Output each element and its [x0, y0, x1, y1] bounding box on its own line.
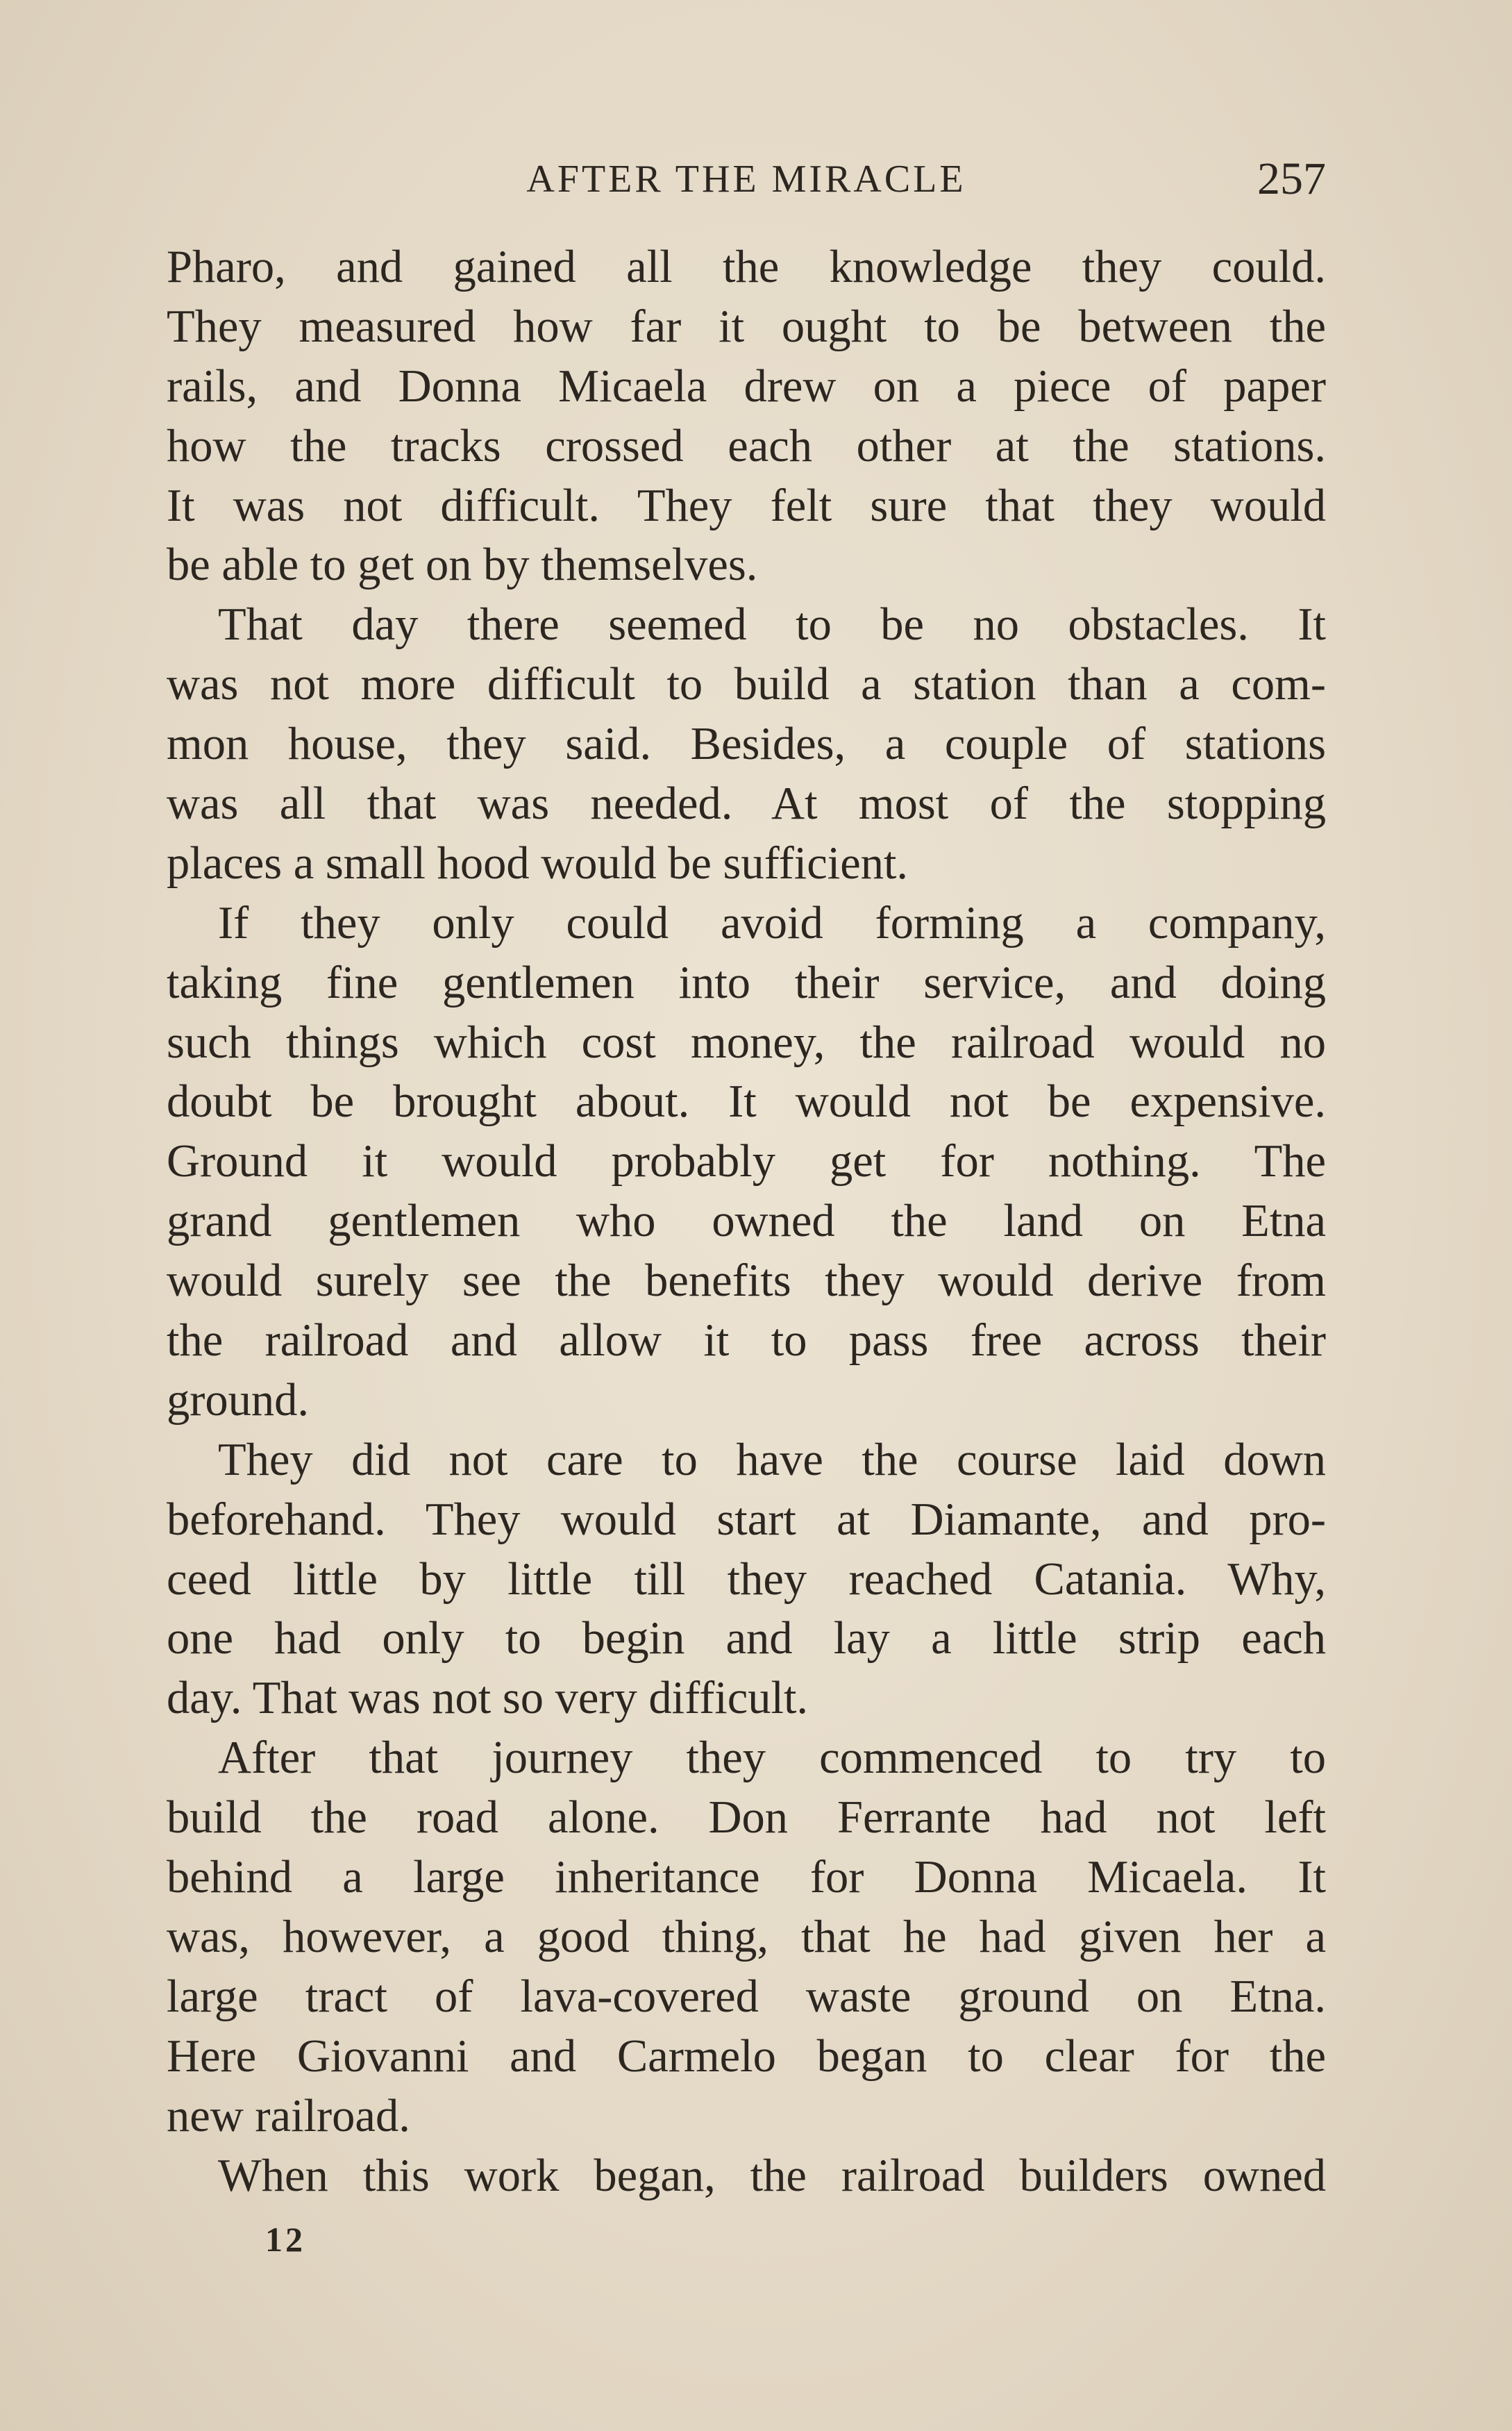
text-line: be able to get on by themselves. [167, 540, 758, 591]
text-line: It was not difficult. They felt sure that they would [167, 480, 1326, 531]
running-head [167, 151, 1326, 207]
text-line: They measured how far it ought to be between the [167, 301, 1326, 352]
text-line: was, however, a good thing, that he had given her a [167, 1911, 1326, 1962]
text-line: the railroad and allow it to pass free across their [167, 1315, 1326, 1367]
text-line: large tract of lava-covered waste ground on Etna. [167, 1971, 1326, 2022]
text-line: was not more difficult to build a station than a com- [167, 659, 1326, 710]
text-line: Ground it would probably get for nothing. The [167, 1136, 1326, 1187]
text-line: That day there seemed to be no obstacles. It [218, 599, 1326, 651]
text-line: If they only could avoid forming a company, [218, 897, 1326, 949]
running-title: AFTER THE MIRACLE [526, 158, 966, 201]
text-line: places a small hood would be sufficient. [167, 837, 909, 889]
text-line: was all that was needed. At most of the stopping [167, 778, 1326, 830]
text-line: ceed little by little till they reached Catania. Why, [167, 1553, 1326, 1605]
text-line: rails, and Donna Micaela drew on a piece of paper [167, 360, 1326, 412]
body-text [167, 237, 1326, 2205]
text-line: such things which cost money, the railroad would no [167, 1017, 1326, 1068]
text-line: build the road alone. Don Ferrante had not left [167, 1792, 1326, 1844]
text-line: behind a large inheritance for Donna Micaela. It [167, 1852, 1326, 1903]
text-line: day. That was not so very difficult. [167, 1673, 809, 1724]
text-line: grand gentlemen who owned the land on Etna [167, 1196, 1326, 1247]
text-line: Pharo, and gained all the knowledge they could. [167, 242, 1326, 292]
text-line: mon house, they said. Besides, a couple of stations [167, 719, 1326, 770]
text-line: ground. [167, 1374, 310, 1426]
text-line: They did not care to have the course laid down [218, 1434, 1326, 1485]
text-line: When this work began, the railroad builders owned [218, 2150, 1326, 2201]
text-line: Here Giovanni and Carmelo began to clear for the [167, 2030, 1326, 2082]
text-line: new railroad. [167, 2090, 410, 2141]
text-line: taking fine gentlemen into their service, and doing [167, 957, 1326, 1008]
text-line: After that journey they commenced to try to [218, 1732, 1326, 1784]
signature-mark: 12 [265, 2220, 305, 2259]
page-number: 257 [1257, 153, 1326, 204]
text-line: beforehand. They would start at Diamante, and pro- [167, 1494, 1326, 1545]
text-line: doubt be brought about. It would not be expensive. [167, 1076, 1326, 1128]
text-line: one had only to begin and lay a little strip each [167, 1613, 1326, 1664]
text-line: how the tracks crossed each other at the stations. [167, 420, 1326, 471]
text-line: would surely see the benefits they would derive from [167, 1255, 1326, 1307]
